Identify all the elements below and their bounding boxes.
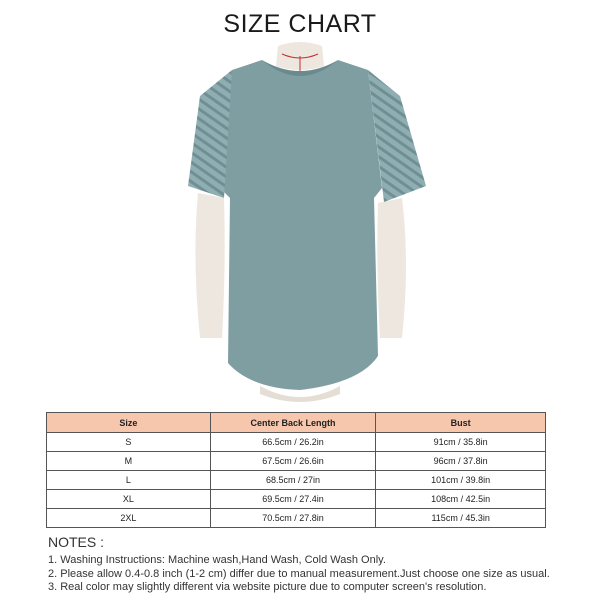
column-header-center-back-length: Center Back Length xyxy=(210,413,376,433)
size-cell: 2XL xyxy=(47,509,211,528)
size-cell: L xyxy=(47,471,211,490)
length-cell: 68.5cm / 27in xyxy=(210,471,376,490)
bust-cell: 91cm / 35.8in xyxy=(376,433,546,452)
notes-title: NOTES : xyxy=(48,534,105,550)
mannequin-left-arm xyxy=(195,193,224,338)
bust-cell: 108cm / 42.5in xyxy=(376,490,546,509)
mannequin-right-arm xyxy=(377,198,406,338)
note-measurement: 2. Please allow 0.4-0.8 inch (1-2 cm) differ due to manual measurement.Just choose one size as usual. xyxy=(48,567,550,580)
bust-cell: 115cm / 45.3in xyxy=(376,509,546,528)
size-cell: S xyxy=(47,433,211,452)
page-title: SIZE CHART xyxy=(223,10,377,38)
table-row xyxy=(47,490,546,509)
note-color: 3. Real color may slightly different via website picture due to computer screen's resolution. xyxy=(48,581,487,593)
table-row xyxy=(47,452,546,471)
column-header-bust: Bust xyxy=(376,413,546,433)
table-header-row xyxy=(47,413,546,433)
length-cell: 69.5cm / 27.4in xyxy=(210,490,376,509)
length-cell: 67.5cm / 26.6in xyxy=(210,452,376,471)
notes-section xyxy=(48,534,588,595)
bust-cell: 101cm / 39.8in xyxy=(376,471,546,490)
table-row xyxy=(47,433,546,452)
column-header-size: Size xyxy=(47,413,211,433)
size-cell: M xyxy=(47,452,211,471)
table-row xyxy=(47,509,546,528)
size-cell: XL xyxy=(47,490,211,509)
length-cell: 70.5cm / 27.8in xyxy=(210,509,376,528)
shirt-body xyxy=(220,60,382,390)
length-cell: 66.5cm / 26.2in xyxy=(210,433,376,452)
note-washing: 1. Washing Instructions: Machine wash,Hand Wash, Cold Wash Only. xyxy=(48,554,386,566)
bust-cell: 96cm / 37.8in xyxy=(376,452,546,471)
table-row xyxy=(47,471,546,490)
product-image xyxy=(170,38,430,408)
size-chart-table xyxy=(46,412,546,528)
